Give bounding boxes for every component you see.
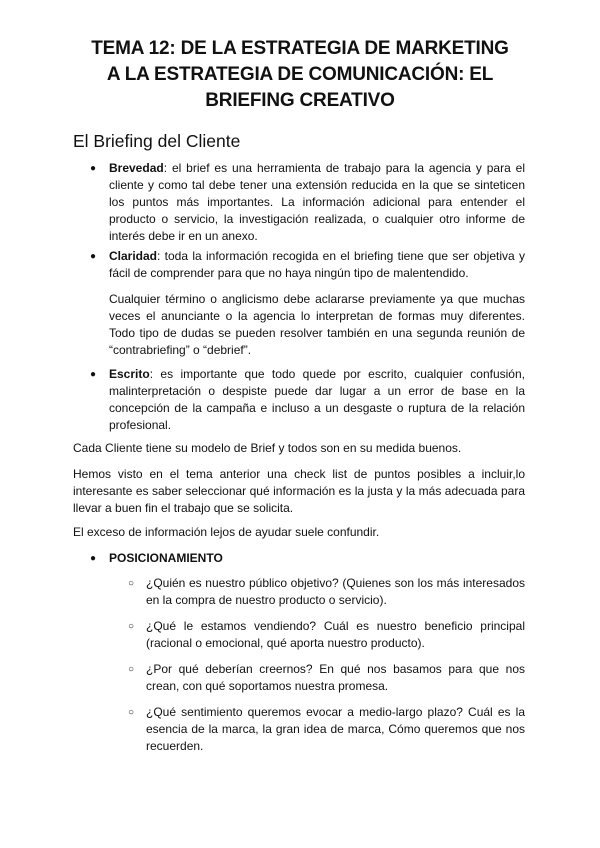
- paragraph-check-list: Hemos visto en el tema anterior una check list de puntos posibles a incluir,lo interesante es saber seleccionar qué información es la justa y la más adecuada para llevar a buen fin el trabajo que se solicita.: [73, 467, 525, 515]
- sub-bullet-icon: ○: [128, 578, 135, 589]
- paragraph-exceso: El exceso de información lejos de ayudar suele confundir.: [73, 525, 380, 539]
- title-line-2: A LA ESTRATEGIA DE COMUNICACIÓN: EL: [106, 64, 494, 85]
- sub-bullet-icon: ○: [128, 621, 135, 632]
- positioning-item: ¿Quién es nuestro público objetivo? (Quienes son los más interesados en la compra de nuestro producto o servicio).: [146, 576, 525, 607]
- title-line-3: BRIEFING CREATIVO: [205, 90, 395, 111]
- positioning-heading-text: POSICIONAMIENTO: [109, 551, 223, 565]
- sub-bullet-icon: ○: [128, 664, 135, 675]
- bullet-term: Claridad: [109, 249, 158, 263]
- positioning-item: ¿Qué sentimiento queremos evocar a medio-largo plazo? Cuál es la esencia de la marca, la gran idea de marca, Cómo queremos que nos recuerden.: [146, 705, 525, 753]
- title-line-1: TEMA 12: DE LA ESTRATEGIA DE MARKETING: [91, 38, 509, 59]
- bullet-icon: ●: [90, 369, 97, 380]
- bullet-escrito: [109, 366, 525, 434]
- sub-bullet-icon: ○: [128, 707, 135, 718]
- bullet-text: : es importante que todo quede por escrito, cualquier confusión, malinterpretación o despiste puede dar lugar a un error de base en la concepción de la campaña e incluso a un desgaste o ruptura de la relación profesional.: [109, 367, 525, 432]
- document-title: [60, 36, 540, 114]
- positioning-item: ¿Por qué deberían creernos? En qué nos basamos para que nos crean, con qué soportamos nuestra promesa.: [146, 662, 525, 693]
- bullet-term: Brevedad: [109, 161, 164, 175]
- bullet-icon: ●: [90, 553, 97, 564]
- bullet-term: Escrito: [109, 367, 150, 381]
- bullet-icon: ●: [90, 163, 97, 174]
- section-heading: El Briefing del Cliente: [73, 131, 241, 151]
- positioning-heading: [109, 550, 525, 567]
- positioning-item: ¿Qué le estamos vendiendo? Cuál es nuestro beneficio principal (racional o emocional, qué aporta nuestro producto).: [146, 619, 525, 650]
- bullet-claridad: [109, 248, 525, 282]
- bullet-icon: ●: [90, 251, 97, 262]
- bullet-text: : toda la información recogida en el briefing tiene que ser objetiva y fácil de comprender para que no haya ningún tipo de malentendido.: [109, 249, 525, 280]
- paragraph-brief-model: Cada Cliente tiene su modelo de Brief y todos son en su medida buenos.: [73, 441, 462, 455]
- bullet-claridad-extra: Cualquier término o anglicismo debe aclararse previamente ya que muchas veces el anunciante o la agencia lo interpretan de formas muy diferentes. Todo tipo de dudas se pueden resolver también en una segunda reunión de “contrabriefing” o “debrief”.: [109, 292, 525, 357]
- bullet-brevedad: [109, 160, 525, 245]
- bullet-text: : el brief es una herramienta de trabajo para la agencia y para el cliente y como tal debe tener una extensión reducida en la que se sinteticen los puntos más importantes. La información adicional para entender el producto o servicio, la investigación realizada, o cualquier otro informe de interés debe ir en un anexo.: [109, 161, 525, 243]
